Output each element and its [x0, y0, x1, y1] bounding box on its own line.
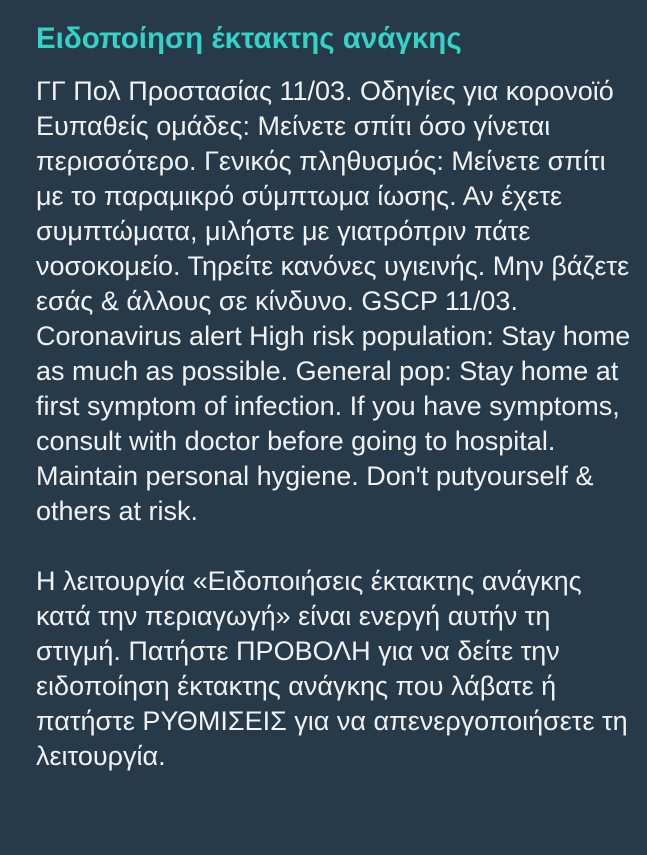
alert-info-text: Η λειτουργία «Ειδοποιήσεις έκτακτης ανάγκης κατά την περιαγωγή» είναι ενεργή αυτήν τη στιγμή. Πατήστε ΠΡΟΒΟΛΗ για να δείτε την ειδοποίηση έκτακτης ανάγκης που λάβατε ή πατήστε ΡΥΘΜΙΣΕΙΣ για να απενεργοποιήσετε τη λειτουργία.	[36, 566, 628, 771]
alert-title: Ειδοποίηση έκτακτης ανάγκης	[36, 22, 462, 55]
alert-message: ΓΓ Πολ Προστασίας 11/03. Οδηγίες για κορονοϊό Ευπαθείς ομάδες: Μείνετε σπίτι όσο γίνεται περισσότερο. Γενικός πληθυσμός: Μείνετε σπίτι με το παραμικρό σύμπτωμα ίωσης. Αν έχετε συμπτώματα, μιλήστε με γιατρόπριν πάτε νοσοκομείο. Τηρείτε κανόνες υγιεινής. Μην βάζετε εσάς & άλλους σε κίνδυνο. GSCP 11/03. Coronavirus alert High risk population: Stay home as much as possible. General pop: Stay home at first symptom of infection. If you have symptoms, consult with doctor before going to hospital. Maintain personal hygiene. Don't putyourself & others at risk.	[36, 76, 631, 526]
alert-body[interactable]	[36, 74, 633, 774]
